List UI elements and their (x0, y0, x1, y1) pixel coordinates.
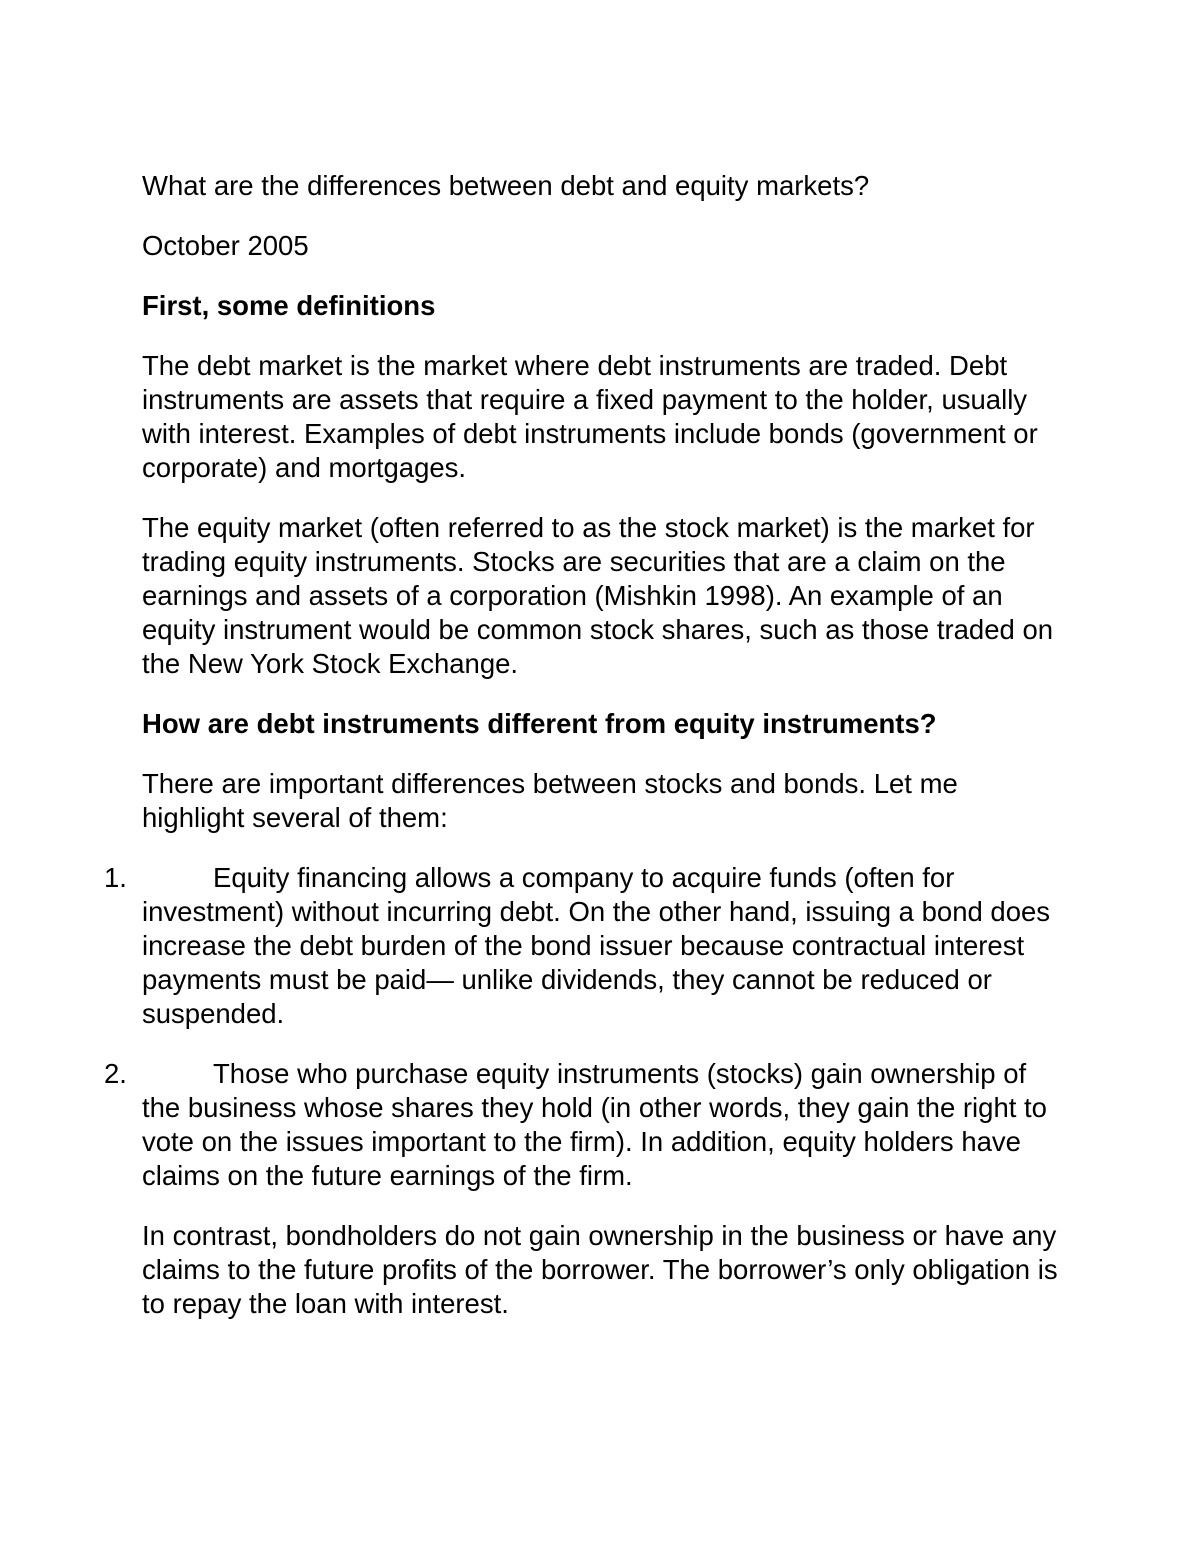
paragraph-equity-market: The equity market (often referred to as the stock market) is the market for trading equity instruments. Stocks are securities that are a claim on the earnings and assets of a corporation (Mishkin 1998). An example of an equity instrument would be common stock shares, such as those traded on the New York Stock Exchange. (142, 512, 1054, 679)
document-date: October 2005 (142, 230, 309, 261)
list-item-text: Those who purchase equity instruments (stocks) gain ownership of the business whose shares they hold (in other words, they gain the right to vote on the issues important to the firm). In addition, equity holders have claims on the future earnings of the firm. (142, 1058, 1047, 1191)
list-item-2 (104, 1057, 1062, 1321)
paragraph-intro-differences: There are important differences between stocks and bonds. Let me highlight several of them: (142, 768, 958, 833)
list-item-text: Equity financing allows a company to acquire funds (often for investment) without incurring debt. On the other hand, issuing a bond does increase the debt burden of the bond issuer because contractual interest payments must be paid— unlike dividends, they cannot be reduced or suspended. (142, 862, 1051, 1029)
list-item-followup: In contrast, bondholders do not gain ownership in the business or have any claims to the future profits of the borrower. The borrower’s only obligation is to repay the loan with interest. (142, 1220, 1058, 1319)
list-number: 1. (104, 862, 127, 893)
document-title: What are the differences between debt and equity markets? (142, 170, 870, 201)
section-heading-definitions: First, some definitions (142, 290, 436, 321)
list-number: 2. (104, 1058, 127, 1089)
paragraph-debt-market: The debt market is the market where debt instruments are traded. Debt instruments are assets that require a fixed payment to the holder, usually with interest. Examples of debt instruments include bonds (government or corporate) and mortgages. (142, 350, 1038, 483)
document-body (104, 169, 1062, 1347)
section-heading-differences: How are debt instruments different from equity instruments? (142, 708, 937, 739)
list-item-1 (104, 861, 1062, 1031)
